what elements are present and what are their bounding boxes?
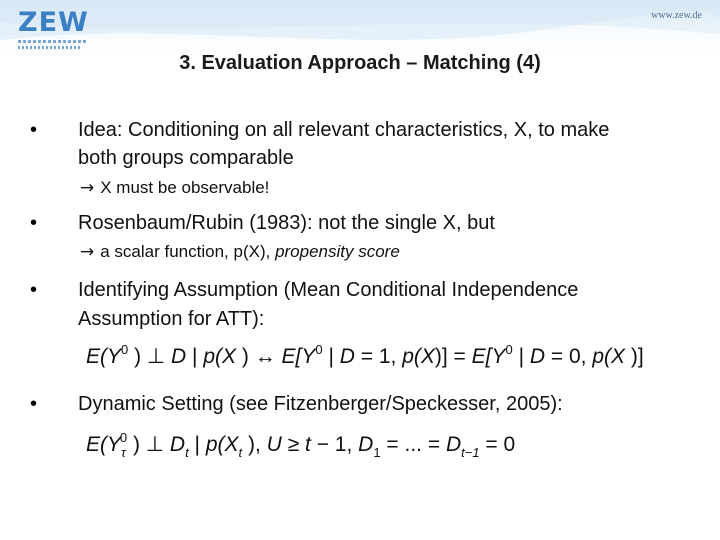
- item-dynamic-line1: Dynamic Setting (see Fitzenberger/Speckesser, 2005):: [78, 393, 563, 415]
- subpoint-text: a scalar function, p(X),: [100, 242, 276, 261]
- zew-logo: [18, 8, 88, 50]
- item-rosenbaum-subpoint: [80, 241, 400, 263]
- site-url: www.zew.de: [651, 10, 702, 21]
- arrow-icon: →: [80, 178, 95, 198]
- bullet-marker: •: [30, 119, 38, 141]
- bullet-marker: •: [30, 212, 38, 234]
- item-idea-line1: Idea: Conditioning on all relevant characteristics, X, to make: [78, 119, 610, 141]
- header-band: [0, 0, 720, 58]
- item-idea-subpoint: [80, 177, 269, 199]
- header-wave-decoration: [0, 0, 720, 58]
- formula-mean-conditional-independence: $E(Y^0$ ) ⊥ D | p(X ) ↔ $E[Y^0$ | D = 1, $p(X)] = E[Y^0$ | D = 0, p(X )]: [86, 342, 644, 368]
- item-idea-line2: both groups comparable: [78, 147, 294, 169]
- bullet-marker: •: [30, 279, 38, 301]
- item-rosenbaum-line1: Rosenbaum/Rubin (1983): not the single X, but: [78, 212, 495, 234]
- subpoint-text: X must be observable!: [100, 178, 270, 197]
- logo-text: ZEW: [18, 7, 89, 38]
- formula-dynamic-setting: $E(Y_\tau^0$ ) ⊥ $D_t$ | $p(X_t$ ), U ≥ t − 1, $D_1$ = ... = $D_{t-1} = 0$: [86, 430, 516, 460]
- bullet-marker: •: [30, 393, 38, 415]
- logo-subtitle-line: [18, 40, 88, 43]
- logo-subtitle-line: [18, 46, 80, 49]
- arrow-icon: →: [80, 242, 95, 262]
- item-identifying-line1: Identifying Assumption (Mean Conditional Independence: [78, 279, 579, 301]
- item-identifying-line2: Assumption for ATT):: [78, 308, 265, 330]
- slide-title: 3. Evaluation Approach – Matching (4): [179, 52, 541, 74]
- subpoint-italic-text: propensity score: [275, 242, 400, 261]
